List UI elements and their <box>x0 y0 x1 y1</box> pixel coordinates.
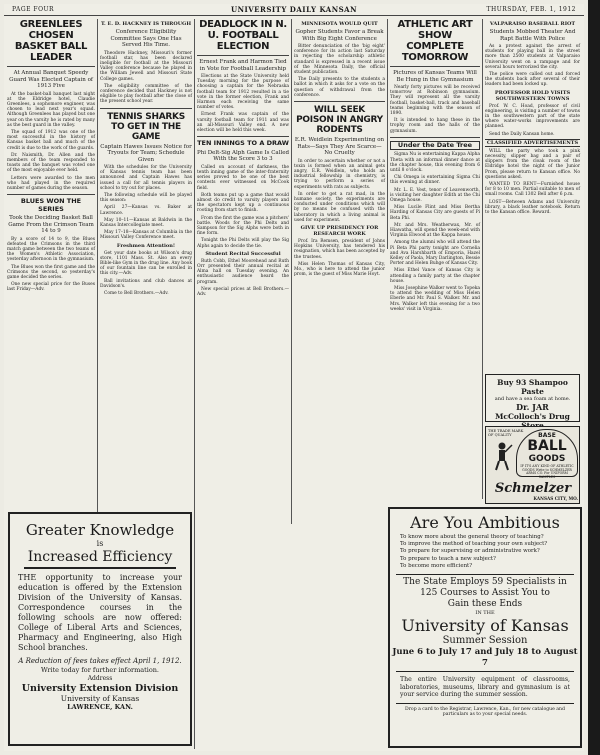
baseball-player-icon <box>490 441 514 471</box>
subhead-ten-innings: Phi Delt-Sig Alph Game Is Called With the Score 3 to 3 <box>197 149 289 163</box>
baseball-ad-small1: IF IT'S ANY KIND OF ATHLETIC GOODS <box>520 464 574 472</box>
shampoo-ad-line4: McColloch's Drug <box>495 412 570 421</box>
article-paragraph: Bitter denunciation of the 'big eight' conference for its action last Saturday in rejecting the scholarship athletic standard is expressed in a recent issue of the Minnesota Daily, the official student publication. <box>294 44 385 76</box>
society-note: Miss Lucile Flint and Miss Bertha Harding of Kansas City are guests of Pi Beta Phi. <box>390 205 480 221</box>
headline-hackney: T. E. D. HACKNEY IS THROUGH <box>100 21 192 27</box>
ku-ad-session: Summer Session <box>442 635 528 647</box>
extension-ad-write: Write today for further information. <box>41 666 159 674</box>
society-note: Mr. and Mrs. Weatherwax, Mr. of Hiawatha, will spend the week-end with Virginia Elwood at the Kappa house. <box>390 222 480 239</box>
column-rule <box>482 19 483 499</box>
article-paragraph: In order to ascertain whether or not a toxin is formed when an animal gets angry, E.R. Weidlein, who holds an industrial fellowship in chemistry, is trying to perform a series of experiments with rats as subjects. <box>294 158 385 190</box>
classified-ad: WANTED TO RENT—Furnished house for 8 to 10 men. Partial suitable to men of small rooms. Call 1302 Bell after 6 p.m. <box>485 182 580 198</box>
baseball-ad-line2: BALL <box>527 438 567 454</box>
ku-ad-question: To improve the method of teaching your own subject? <box>400 541 548 548</box>
column-6 <box>485 19 580 379</box>
ku-ad-question: To know more about the general theory of teaching? <box>400 534 544 540</box>
baseball-ad-line3: GOODS <box>528 454 566 464</box>
subhead-tennis: Captain Hawes Issues Notice for Tryouts for Team; Schedule Given <box>100 143 192 163</box>
article-paragraph: Get your date books at Wilson's drug store, 1101 Mass. St. Also an every Bible-like Gym in the drug line. Any book of our fountain line can be enrolled in this city.—Adv. <box>100 250 192 277</box>
headline-professor-hoad: PROFESSOR HOLD VISITS SOUTHWESTERN TOWNS <box>494 89 571 102</box>
article-paragraph: Miss Helen Thomas of Kansas City, Mo., who is here to attend the junior prom, is the guest of Miss Marie Hoyt. <box>294 261 385 278</box>
issue-date: THURSDAY, FEB. 1, 1912 <box>486 6 576 13</box>
subhead-blues: Took the Deciding Basket Ball Game From the Crimson Team 14 to 9 <box>8 215 94 235</box>
extension-ad-org3: LAWRENCE, KAN. <box>67 703 133 711</box>
article-paragraph: Nearly forty pictures will be received tomorrow at Robinson gymnasium. They will represent all the varsity football, basket-ball, track and baseball teams beginning with the season of 1890. <box>390 85 480 117</box>
classified-ad: LOST—Between Adams and University library, a black leather notebook. Return to the Kansan office. Reward. <box>485 199 580 216</box>
society-note: Among the alumni who will attend the Pi Beta Phi party tonight are Cornelia and Ava Harshbarth of Emporia, Hazel Kelley of Paola, Mary Darlington, Bessie Porter and Helen Buhge of Kansas City. <box>390 240 480 267</box>
baseball-goods-ad <box>485 426 580 504</box>
article-paragraph: One new special price for the Buses last Friday—Adv. <box>7 282 95 293</box>
extension-ad-reduction: A Reduction of fees takes effect April 1, 1912. <box>18 657 182 665</box>
shampoo-ad-line3: Dr. JAR <box>516 402 549 412</box>
extension-ad-title1: Greater Knowledge <box>25 521 175 539</box>
extension-division-ad <box>8 512 192 746</box>
column-rule <box>194 19 195 749</box>
baseball-ad-small2: Write to <box>535 467 549 472</box>
headline-blues: BLUES WON THE SERIES <box>20 197 82 213</box>
column-5 <box>390 19 480 519</box>
page-number: PAGE FOUR <box>12 6 55 13</box>
article-paragraph: May 10–11—Kansas at Baldwin in the Kansas Intercollegiate meet. <box>100 217 192 229</box>
article-paragraph: New special prices at Bell Brothers.—Adv. <box>197 286 289 297</box>
article-paragraph: With the schedules for the University of Kansas tennis team has been announced and Captain Hawes has issued a call for all tennis players in school to try out for places. <box>100 165 192 191</box>
headline-ten-innings: TEN INNINGS TO A DRAW <box>197 139 289 148</box>
article-paragraph: May 17–18—Kansas at Columbia in the Missouri Valley Conference meet. <box>100 230 192 241</box>
baseball-ad-small <box>518 465 576 479</box>
classified-header: CLASSIFIED ADVERTISEMENTS <box>486 139 579 146</box>
article-paragraph: By a score of 14 to 9, the Blues defeated the Crimsons in the third match game between the two teams of the Women's Athletic Association, yesterday afternoon in the gymnasium. <box>7 236 95 263</box>
classified-ad: WILL the party who took a pink necessity, slipper bag and a pair of slippers from the cloak room of the Eldridge hotel the night of the Junior Prom, please return to Kansan office. No questions asked. <box>485 148 580 180</box>
extension-ad-title3: Increased Efficiency <box>24 549 176 569</box>
ku-ad-question: To prepare to teach a new subject? <box>400 555 496 562</box>
article-paragraph: From the first the game was a pitchers' battle. Woods for the Phi Delts and Sampson for the Sig Alphs were both in fine form. <box>197 215 290 237</box>
article-paragraph: Prof. Ira Remsen, president of Johns Hopkins University, has tendered his resignation, which has been accepted by the trustees. <box>294 238 385 260</box>
subhead-art-show: Pictures of Kansas Teams Will Be Hung in the Gymnasium <box>393 70 477 83</box>
article-paragraph: Theodore Hackney, Missouri's former football star, has been declared ineligible for football at the Missouri Valley conference because he played in the William Jewell and Missouri State College games. <box>100 50 192 82</box>
article-paragraph: The eligibility committee of the conference decided that Hackney is not eligible to play football after the close of the present school year. <box>100 83 192 105</box>
article-paragraph: The Blues won the first game and the Crimsons the second, so yesterday's game decided the series. <box>7 264 95 281</box>
headline-valparaiso: VALPARAISO BASEBALL RIOT <box>489 21 576 27</box>
society-note: Miss Josephine Walker went to Topeka to attend the wedding of Miss Helen Eberle and Mr. Paul S. Walker. Mr. and Mrs. Walker left this evening for a two weeks' visit in Virginia. <box>390 286 480 312</box>
article-paragraph: In order to get a rat mad, in the humane society, the experiments are conducted under conditions which will by no means be confused with the laboratory in which a living animal is used for experiment. <box>294 191 385 223</box>
column-3 <box>197 19 289 754</box>
column-rule <box>97 19 98 524</box>
ku-ad-questions <box>390 532 580 572</box>
scan-border <box>588 0 600 755</box>
article-paragraph: Called on account of darkness, the tenth inning game of the inter-fraternity series proved to be one of the best contests ever witnessed on McCook field. <box>197 164 289 191</box>
article-paragraph: April 27—Kansas vs. Baker at Lawrence. <box>100 205 192 216</box>
headline-recital: Student Recital Successful <box>205 250 281 257</box>
subhead-rodents: E.R. Weidlein Experimenting on Rats—Says They Are Scarce—No Cruelty <box>294 137 385 157</box>
article-paragraph: The police were called out and forced the students back after several of their leaders had been locked up. <box>485 72 580 88</box>
column-2 <box>100 19 192 515</box>
extension-ad-title2: is <box>96 539 104 548</box>
article-paragraph: The following schedule will be played this season: <box>100 193 192 204</box>
ku-ad-state3: Gain these Ends <box>447 599 523 610</box>
society-note: Sigma Nu is entertaining Kappa Alpha Theta with an informal dinner dance at the chapter house, this evening from 6 until 8 o'clock. <box>390 152 480 173</box>
headline-minnesota: MINNESOTA WOULD QUIT <box>301 21 378 27</box>
newspaper-page <box>4 4 584 751</box>
headline-freshmen: Freshmen Attention! <box>116 242 176 249</box>
shampoo-ad-line2: and have a sea foam at home. <box>494 396 571 402</box>
article-paragraph: Dr. Naismith, Dr. Allen and the members of the team responded to toasts and the banquet was voted one of the most enjoyable ever held. <box>7 152 95 174</box>
ku-ad-state1: The State Employs 59 Specialists in <box>403 577 567 588</box>
article-paragraph: As a protest against the arrest of students for playing ball in the street more than 2500 students at Valparaiso University went on a rampage and for several hours terrorized the city. <box>485 44 580 70</box>
article-paragraph: The squad of 1912 was one of the most successful in the history of Kansas basket ball and much of the credit is due to the work of the guards. <box>7 129 95 151</box>
article-paragraph: At the basket-ball banquet last night at the Eldridge hotel, Claudie Greenlees, a sophomore engineer, was chosen to lead next year's squad. Although Greenlees has played but one year on the varsity he is rated by many as the best guard in the valley. <box>7 91 95 128</box>
shampoo-ad-line1: Buy 93 Shampoo Paste <box>497 378 568 396</box>
extension-ad-org2: University of Kansas <box>60 694 140 703</box>
baseball-ad-small3: SCHMELZER ARMS CO. <box>526 467 572 476</box>
society-header: Under the Date Tree <box>390 141 480 151</box>
newspaper-title: UNIVERSITY DAILY KANSAN <box>230 5 358 14</box>
society-note: Mr. L. E. Vest, tenor of Leavenworth, is visiting her daughter Edith at the Chi Omega house. <box>390 187 480 203</box>
article-paragraph: Tonight the Phi Delts will play the Sig Alphs again to decide the tie. <box>197 238 289 249</box>
shampoo-ad <box>485 374 580 422</box>
article-paragraph: The Daily presents to the students a ballot in which it asks for a vote on the question of withdrawal from the conference. <box>294 77 385 98</box>
society-note: Miss Ethel Vance of Kansas City is attending a family party at the chapter house. <box>390 268 480 284</box>
summer-session-ad <box>388 507 582 748</box>
ku-ad-body: The entire University equipment of classrooms, laboratories, museums, library and gymnasium is at your service during the summer session. <box>400 676 570 699</box>
headline-art-show: ATHLETIC ART SHOW COMPLETE TOMORROW <box>397 19 473 63</box>
masthead <box>4 4 584 16</box>
article-paragraph: Both teams put up a game that would almost do credit to varsity players and the spectators kept up a continuous rooting from start to finish. <box>197 192 289 214</box>
ku-ad-question: To become more efficient? <box>400 562 473 569</box>
article-paragraph: Letters were awarded to the men who had played in the required number of games during the season. <box>7 175 95 191</box>
baseball-ad-city: KANSAS CITY, MO. <box>533 496 578 501</box>
baseball-ad-small4: For UNIFORM SAMPLES <box>538 471 568 479</box>
extension-ad-org1: University Extension Division <box>21 683 179 694</box>
ku-ad-dates: June 6 to July 17 and July 18 to August 7 <box>392 647 578 669</box>
ku-ad-question: To prepare for supervising or administrative work? <box>400 548 540 555</box>
subhead-minnesota: Gopher Students Favor a Break With Big Eight Conference <box>295 29 384 42</box>
column-1 <box>7 19 95 515</box>
extension-ad-body: THE opportunity to increase your education is offered by the Extension Division of the University of Kansas. Correspondence courses in the following schools are now offered: College of Liberal Arts and Sciences, Pharmacy and Engineering, also High School branches. <box>18 573 182 652</box>
subhead-valparaiso: Students Mobbed Theater And Rapt Battle With Police <box>489 29 576 42</box>
article-paragraph: Ernest Frank was captain of the varsity football team for 1911 and was an all-Missouri Valley end. A new election will be held this week. <box>197 112 289 134</box>
article-paragraph: Elections at the State University held Tuesday morning for the purpose of choosing a captain for the Nebraska football team for 1912 resulted in a tie vote in the former election, Frank and Harmon each receiving the same number of votes. <box>197 74 289 111</box>
column-rule <box>291 19 292 524</box>
baseball-ad-line1: BASE <box>538 432 556 439</box>
baseball-ad-brand: Schmelzer <box>494 481 572 496</box>
headline-deadlock: DEADLOCK IN N. U. FOOTBALL ELECTION <box>199 19 287 52</box>
headline-presidency: GIVE UP PRESIDENCY FOR RESEARCH WORK <box>300 224 379 237</box>
ku-ad-state2: 125 Courses to Assist You to <box>420 588 550 599</box>
society-note: Chi Omega is entertaining Sigma Chi this evening at dinner. <box>390 175 480 186</box>
column-4 <box>294 19 385 754</box>
subhead-hackney: Conference Eligibility Committee Says One Has Served His Time. <box>110 29 182 48</box>
article-paragraph: Prof. W. C. Hoad, professor of civil engineering, is visiting a number of towns in the southwestern part of the state where water-works improvements are planned. <box>485 103 580 130</box>
article-paragraph: Ruth Cobb, Ethel Moorehead and Ruth Orr presented their annual recital at Alma hall on Tuesday evening. An enthusiastic audience heard the program. <box>197 258 289 285</box>
subhead-deadlock: Ernest Frank and Harmon Tied in Vote for Football Leadership <box>199 59 287 72</box>
baseball-ad-top: THE TRADE MARK OF QUALITY <box>488 429 524 437</box>
article-paragraph: Send the Daily Kansan home. <box>489 131 555 137</box>
ku-ad-in-the: IN THE <box>475 610 495 617</box>
column-rule <box>387 19 388 249</box>
headline-greenlees: GREENLEES CHOSEN BASKET BALL LEADER <box>14 19 88 63</box>
ku-ad-university: University of Kansas <box>401 616 569 636</box>
headline-rodents: WILL SEEK POISON IN ANGRY RODENTS <box>296 105 383 136</box>
ku-ad-heading: Are You Ambitious <box>410 513 560 532</box>
article-paragraph: It is intended to hang these in the trophy room and the halls of the gymnasium. <box>390 118 480 134</box>
ku-ad-footer: Drop a card to the Registrar, Lawrence, Kan., for new catalogue and particulars as to your special needs. <box>405 706 565 718</box>
subhead-greenlees: At Annual Banquet Speedy Guard Was Elected Captain of 1913 Five <box>9 70 93 89</box>
article-paragraph: Come to Bell Brothers.—Adv. <box>104 291 169 297</box>
headline-tennis: TENNIS SHARKS TO GET IN THE GAME <box>107 111 185 142</box>
extension-ad-address: Address <box>87 675 113 682</box>
article-paragraph: Ball invitations and club dances at Davidson's. <box>100 278 192 289</box>
